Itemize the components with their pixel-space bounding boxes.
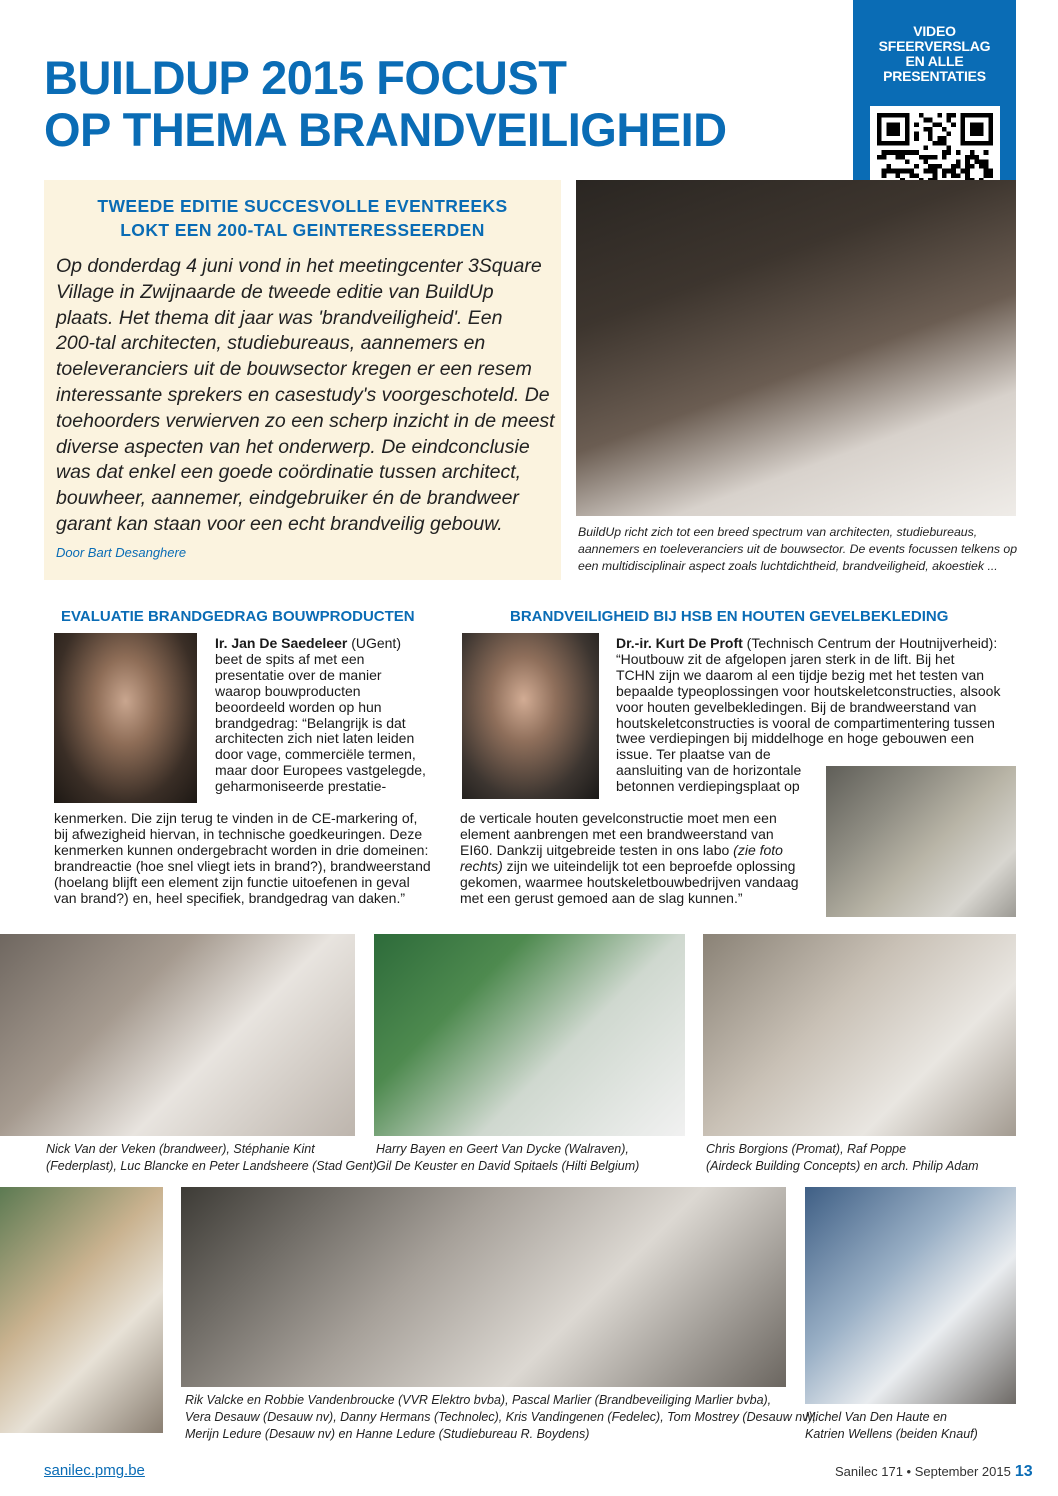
- networking-photo-1-caption: [46, 1141, 377, 1175]
- networking-photo-1: [0, 934, 355, 1136]
- body-line: issue. Ter plaatse van de: [616, 746, 771, 763]
- intro-lead: [56, 254, 556, 538]
- audience-photo: [576, 180, 1016, 516]
- body-line: twee verdiepingen bij middelhoge en hoge gebouwen een: [616, 730, 975, 747]
- intro-box: [44, 180, 561, 580]
- caption-line: Merijn Ledure (Desauw nv) en Hanne Ledure (Studiebureau R. Boydens): [185, 1427, 590, 1441]
- page-number: 13: [1014, 1463, 1033, 1480]
- speaker-photo-de-saedeleer: [54, 633, 197, 803]
- subtitle-line: LOKT EEN 200-TAL GEINTERESSEERDEN: [120, 220, 485, 240]
- body-line: beet de spits af met een: [215, 650, 365, 667]
- author-byline: Door Bart Desanghere: [56, 545, 187, 560]
- body-line: maar door Europees vastgelegde,: [215, 762, 426, 779]
- body-line: beoordeeld worden op hun: [215, 698, 382, 715]
- caption-line: een multidisciplinair aspect zoals luchtdichtheid, brandveiligheid, akoestiek ...: [578, 559, 998, 573]
- body-line: waarop bouwproducten: [215, 682, 361, 699]
- photo-reference: rechts): [460, 857, 503, 874]
- body-line: element aanbrengen met een brandweerstand van: [460, 825, 774, 842]
- body-line: kenmerken kunnen ondergebracht worden in drie domeinen:: [54, 841, 429, 858]
- speaker-name: Dr.-ir. Kurt De Proft: [616, 635, 743, 651]
- body-line: (hoelang blijft een element zijn functie uitoefenen in geval: [54, 873, 410, 890]
- body-line: betonnen verdiepingsplaat op: [616, 777, 800, 794]
- body-line: van brand?) en, heel specifiek, brandgedrag van daken.”: [54, 889, 406, 906]
- knauf-photo: [805, 1187, 1016, 1404]
- section-1-text-wide: [54, 811, 431, 906]
- lead-line: was dat enkel een goede coördinatie tussen architect,: [56, 461, 522, 484]
- lead-line: toeleveranciers uit de bouwsector kregen er een resem: [56, 358, 532, 381]
- caption-line: Chris Borgions (Promat), Raf Poppe: [706, 1142, 907, 1156]
- body-line: voor houten gevelbekledingen. Bij de brandweerstand van: [616, 698, 977, 715]
- body-line: bepaalde typeoplossingen voor houtskeletconstructies, alsook: [616, 682, 1001, 699]
- body-line: EI60. Dankzij uitgebreide testen in ons labo: [460, 841, 734, 858]
- qr-text-line: VIDEO: [913, 23, 956, 39]
- footer-issue-info: [835, 1463, 1033, 1481]
- caption-line: Gil De Keuster en David Spitaels (Hilti Belgium): [376, 1159, 640, 1173]
- lead-line: Op donderdag 4 juni vond in het meetingcenter 3Square: [56, 255, 542, 277]
- photo-reference: (zie foto: [733, 841, 783, 858]
- body-line: presentatie over de manier: [215, 666, 382, 683]
- caption-line: (Federplast), Luc Blancke en Peter Landsheere (Stad Gent): [46, 1159, 377, 1173]
- networking-photo-2-caption: [376, 1141, 639, 1175]
- lead-line: Village in Zwijnaarde de tweede editie van BuildUp: [56, 280, 494, 303]
- title-line-2: OP THEMA BRANDVEILIGHEID: [44, 103, 727, 156]
- footer-website-link[interactable]: sanilec.pmg.be: [44, 1462, 145, 1479]
- caption-line: aannemers en toeleveranciers uit de bouwsector. De events focussen telkens op: [578, 542, 1018, 556]
- issue-label: Sanilec 171 • September 2015: [835, 1464, 1011, 1479]
- networking-photo-2: [374, 934, 685, 1136]
- section-1-text-narrow: [215, 636, 426, 795]
- body-line: de verticale houten gevelconstructie moet men een: [460, 810, 777, 826]
- body-line: architecten zich niet laten leiden: [215, 730, 415, 747]
- lead-line: plaats. Het thema dit jaar was 'brandveiligheid'. Een: [56, 306, 503, 329]
- section-2-text-top: [616, 636, 1000, 763]
- caption-line: Katrien Wellens (beiden Knauf): [805, 1427, 978, 1441]
- networking-photo-3: [703, 934, 1016, 1136]
- body-line: TCHN zijn we daarom al een tijdje bezig met het testen van: [616, 666, 985, 683]
- group-photo-caption: [185, 1392, 816, 1443]
- buffet-photo: [0, 1187, 163, 1433]
- lead-line: interessante sprekers en casestudy's voorgeschoteld. De: [56, 383, 550, 406]
- body-line: (Technisch Centrum der Houtnijverheid):: [742, 635, 998, 651]
- caption-line: (Airdeck Building Concepts) en arch. Philip Adam: [706, 1159, 979, 1173]
- qr-box-text: [853, 24, 1016, 84]
- body-line: met een gerust gemoed aan de slag kunnen.”: [460, 889, 743, 906]
- section-1-heading: EVALUATIE BRANDGEDRAG BOUWPRODUCTEN: [61, 608, 415, 625]
- caption-line: Rik Valcke en Robbie Vandenbroucke (VVR Elektro bvba), Pascal Marlier (Brandbeveiliging Marlier bvba),: [185, 1393, 772, 1407]
- body-line: brandgedrag: “Belangrijk is dat: [215, 714, 406, 731]
- section-2-text-bottom: [460, 811, 799, 906]
- section-2-heading: BRANDVEILIGHEID BIJ HSB EN HOUTEN GEVELBEKLEDING: [510, 608, 949, 625]
- speaker-name: Ir. Jan De Saedeleer: [215, 635, 348, 651]
- title-line-1: BUILDUP 2015 FOCUST: [44, 51, 567, 104]
- qr-text-line: EN ALLE: [905, 53, 964, 69]
- body-line: (UGent): [347, 635, 401, 651]
- caption-line: Nick Van der Veken (brandweer), Stéphanie Kint: [46, 1142, 315, 1156]
- body-line: zijn we uiteindelijk tot een beproefde oplossing: [502, 857, 796, 874]
- article-title: [44, 52, 834, 156]
- body-line: houtskeletconstructies is vooral de compartimentering tussen: [616, 714, 995, 731]
- body-line: “Houtbouw zit de afgelopen jaren sterk in de lift. Bij het: [616, 650, 955, 667]
- body-line: kenmerken. Die zijn terug te vinden in de CE-markering of,: [54, 810, 418, 826]
- caption-line: Vera Desauw (Desauw nv), Danny Hermans (Technolec), Kris Vandingenen (Fedelec), Tom Mostrey (Desauw nv),: [185, 1410, 817, 1424]
- lead-line: 200-tal architecten, studiebureaus, aannemers en: [56, 332, 486, 355]
- body-line: brandreactie (hoe snel vliegt iets in brand?), brandweerstand: [54, 857, 431, 874]
- body-line: geharmoniseerde prestatie-: [215, 778, 387, 795]
- speaker-photo-de-proft: [462, 633, 599, 799]
- caption-line: Michel Van Den Haute en: [805, 1410, 947, 1424]
- audience-photo-caption: [578, 524, 1017, 575]
- test-setup-photo: [826, 766, 1016, 917]
- body-line: gekomen, waarmee houtskeletbouwbedrijven vandaag: [460, 873, 799, 890]
- body-line: bij afwezigheid hiervan, in technische goedkeuringen. Deze: [54, 825, 423, 842]
- subtitle-line: TWEEDE EDITIE SUCCESVOLLE EVENTREEKS: [97, 196, 508, 216]
- caption-line: BuildUp richt zich tot een breed spectrum van architecten, studiebureaus,: [578, 525, 978, 539]
- group-photo: [181, 1187, 786, 1387]
- qr-text-line: SFEERVERSLAG: [878, 38, 991, 54]
- section-2-text-mid: [616, 763, 801, 795]
- networking-photo-3-caption: [706, 1141, 979, 1175]
- lead-line: bouwheer, aannemer, eindgebruiker én de brandweer: [56, 487, 519, 510]
- lead-line: garant kan staan voor een echt brandveilig gebouw.: [56, 512, 503, 535]
- body-line: aansluiting van de horizontale: [616, 762, 802, 778]
- qr-text-line: PRESENTATIES: [883, 68, 986, 84]
- lead-line: toehoorders verwierven zo een scherp inzicht in de meest: [56, 409, 555, 432]
- lead-line: diverse aspecten van het onderwerp. De eindconclusie: [56, 435, 530, 458]
- body-line: door vage, commerciële termen,: [215, 746, 416, 763]
- knauf-photo-caption: [805, 1409, 978, 1443]
- intro-subtitle: [44, 194, 561, 242]
- caption-line: Harry Bayen en Geert Van Dycke (Walraven),: [376, 1142, 629, 1156]
